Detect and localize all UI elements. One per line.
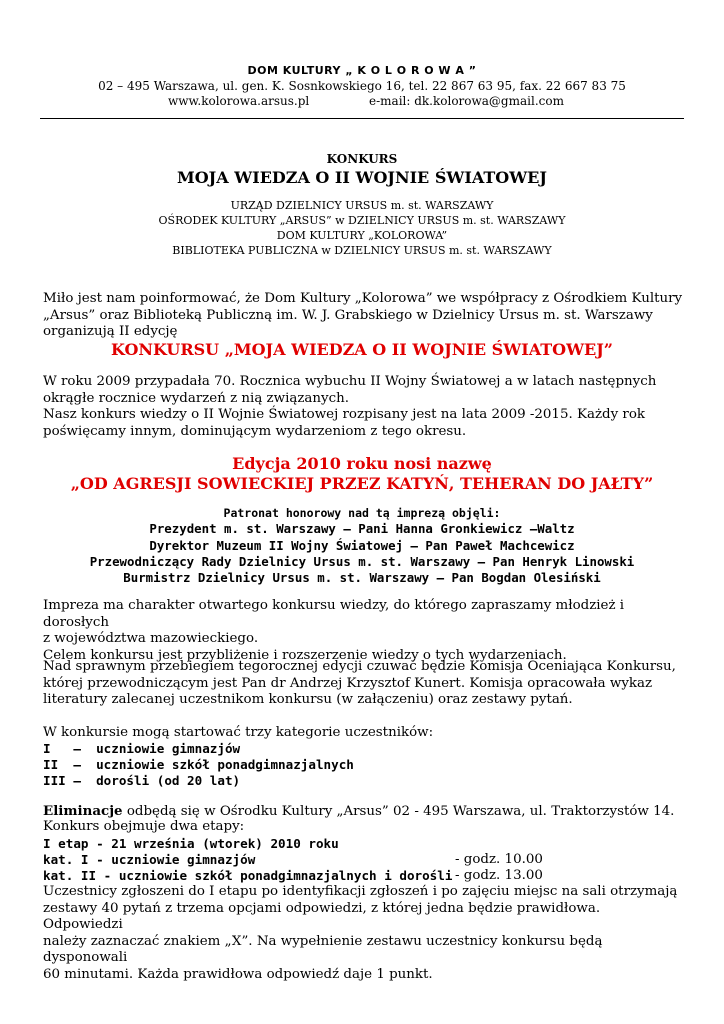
organizer-line: URZĄD DZIELNICY URSUS m. st. WARSZAWY: [230, 199, 494, 212]
text-line: W roku 2009 przypadała 70. Rocznica wybuchu II Wojny Światowej a w latach następnych: [43, 374, 657, 389]
text-line: Nasz konkurs wiedzy o II Wojnie Światowej rozpisany jest na lata 2009 -2015. Każdy rok: [43, 407, 645, 422]
categories-intro: W konkursie mogą startować trzy kategorie uczestników:: [43, 725, 434, 740]
edition-subtitle: „OD AGRESJI SOWIECKIEJ PRZEZ KATYŃ, TEHERAN DO JAŁTY”: [70, 474, 654, 493]
elimination-bold: Eliminacje: [43, 803, 123, 819]
patron-line: Dyrektor Muzeum II Wojny Światowej – Pan Paweł Machcewicz: [149, 538, 575, 553]
text-line: 60 minutami. Każda prawidłowa odpowiedź daje 1 punkt.: [43, 966, 433, 982]
category-one-label: kat. I - uczniowie gimnazjów: [43, 852, 256, 867]
patronage-heading: Patronat honorowy nad tą imprezą objęli:: [223, 506, 501, 520]
letterhead-address: 02 – 495 Warszawa, ul. gen. K. Sosnkowskiego 16, tel. 22 867 63 95, fax. 22 667 83 75: [98, 79, 626, 93]
contest-red-title: KONKURSU „MOJA WIEDZA O II WOJNIE ŚWIATOWEJ”: [110, 340, 614, 359]
category-one-time: - godz. 10.00: [455, 852, 543, 867]
category-two-time: - godz. 13.00: [455, 868, 543, 883]
intro-paragraph: [43, 291, 683, 341]
category-item: III – dorośli (od 20 lat): [43, 773, 241, 788]
text-line: Celem konkursu jest przybliżenie i rozszerzenie wiedzy o tych wydarzeniach.: [43, 647, 567, 663]
category-two-row: [43, 868, 683, 886]
category-one-row: [43, 852, 683, 870]
history-paragraph: [43, 374, 683, 440]
stage-one-line: I etap - 21 września (wtorek) 2010 roku: [43, 836, 339, 851]
organizer-line: DOM KULTURY „KOLOROWA”: [276, 229, 448, 242]
elimination-rest: odbędą się w Ośrodku Kultury „Arsus” 02 - 495 Warszawa, ul. Traktorzystów 14.: [122, 804, 675, 819]
text-line: należy zaznaczać znakiem „X”. Na wypełnienie zestawu uczestnicy konkursu będą dysponowali: [43, 933, 603, 965]
character-paragraph: [43, 598, 683, 664]
category-two-label: kat. II - uczniowie szkół ponadgimnazjalnych i dorośli: [43, 868, 453, 883]
patron-line: Prezydent m. st. Warszawy – Pani Hanna Gronkiewicz –Waltz: [149, 521, 575, 536]
text-line: Nad sprawnym przebiegiem tegorocznej edycji czuwać będzie Komisja Oceniająca Konkursu,: [43, 659, 676, 674]
elimination-line: [43, 803, 683, 821]
patron-line: Przewodniczący Rady Dzielnicy Ursus m. st. Warszawy – Pan Henryk Linowski: [89, 554, 635, 569]
category-item: II – uczniowie szkół ponadgimnazjalnych: [43, 757, 354, 772]
email-link[interactable]: e-mail: dk.kolorowa@gmail.com: [369, 94, 564, 108]
rules-paragraph: [43, 884, 683, 983]
text-line: „Arsus” oraz Biblioteką Publiczną im. W. J. Grabskiego w Dzielnicy Ursus m. st. Warszawy: [43, 307, 653, 323]
contest-title: MOJA WIEDZA O II WOJNIE ŚWIATOWEJ: [177, 168, 547, 187]
text-line: zestawy 40 pytań z trzema opcjami odpowiedzi, z której jedna będzie prawidłowa. Odpowiedzi: [43, 900, 601, 932]
patron-line: Burmistrz Dzielnicy Ursus m. st. Warszawy – Pan Bogdan Olesiński: [123, 570, 601, 585]
edition-title: Edycja 2010 roku nosi nazwę: [232, 454, 492, 473]
header-divider: [40, 118, 684, 119]
contest-label: KONKURS: [326, 152, 398, 166]
text-line: Miło jest nam poinformować, że Dom Kultury „Kolorowa” we współpracy z Ośrodkiem Kultury: [43, 291, 683, 306]
letterhead-title: DOM KULTURY „ K O L O R O W A ”: [247, 64, 477, 77]
text-line: Uczestnicy zgłoszeni do I etapu po identyfikacji zgłoszeń i po zajęciu miejsc na sali otrzymają: [43, 884, 678, 899]
text-line: okrągłe rocznice wydarzeń z nią związanych.: [43, 390, 349, 406]
category-item: I – uczniowie gimnazjów: [43, 741, 241, 756]
text-line: organizują II edycję: [43, 324, 178, 339]
text-line: literatury zalecanej uczestnikom konkursu (w załączeniu) oraz zestawy pytań.: [43, 692, 573, 707]
organizer-line: OŚRODEK KULTURY „ARSUS” w DZIELNICY URSUS m. st. WARSZAWY: [158, 214, 566, 227]
text-line: poświęcamy innym, dominującym wydarzeniom z tego okresu.: [43, 423, 467, 439]
organizer-line: BIBLIOTEKA PUBLICZNA w DZIELNICY URSUS m. st. WARSZAWY: [172, 244, 552, 257]
text-line: której przewodniczącym jest Pan dr Andrzej Krzysztof Kunert. Komisja opracowała wykaz: [43, 675, 653, 691]
text-line: z województwa mazowieckiego.: [43, 631, 259, 646]
text-line: Impreza ma charakter otwartego konkursu wiedzy, do którego zapraszamy młodzież i dorosłych: [43, 598, 625, 630]
committee-paragraph: [43, 659, 683, 709]
website-link[interactable]: www.kolorowa.arsus.pl: [168, 94, 310, 108]
stages-line: Konkurs obejmuje dwa etapy:: [43, 819, 245, 834]
